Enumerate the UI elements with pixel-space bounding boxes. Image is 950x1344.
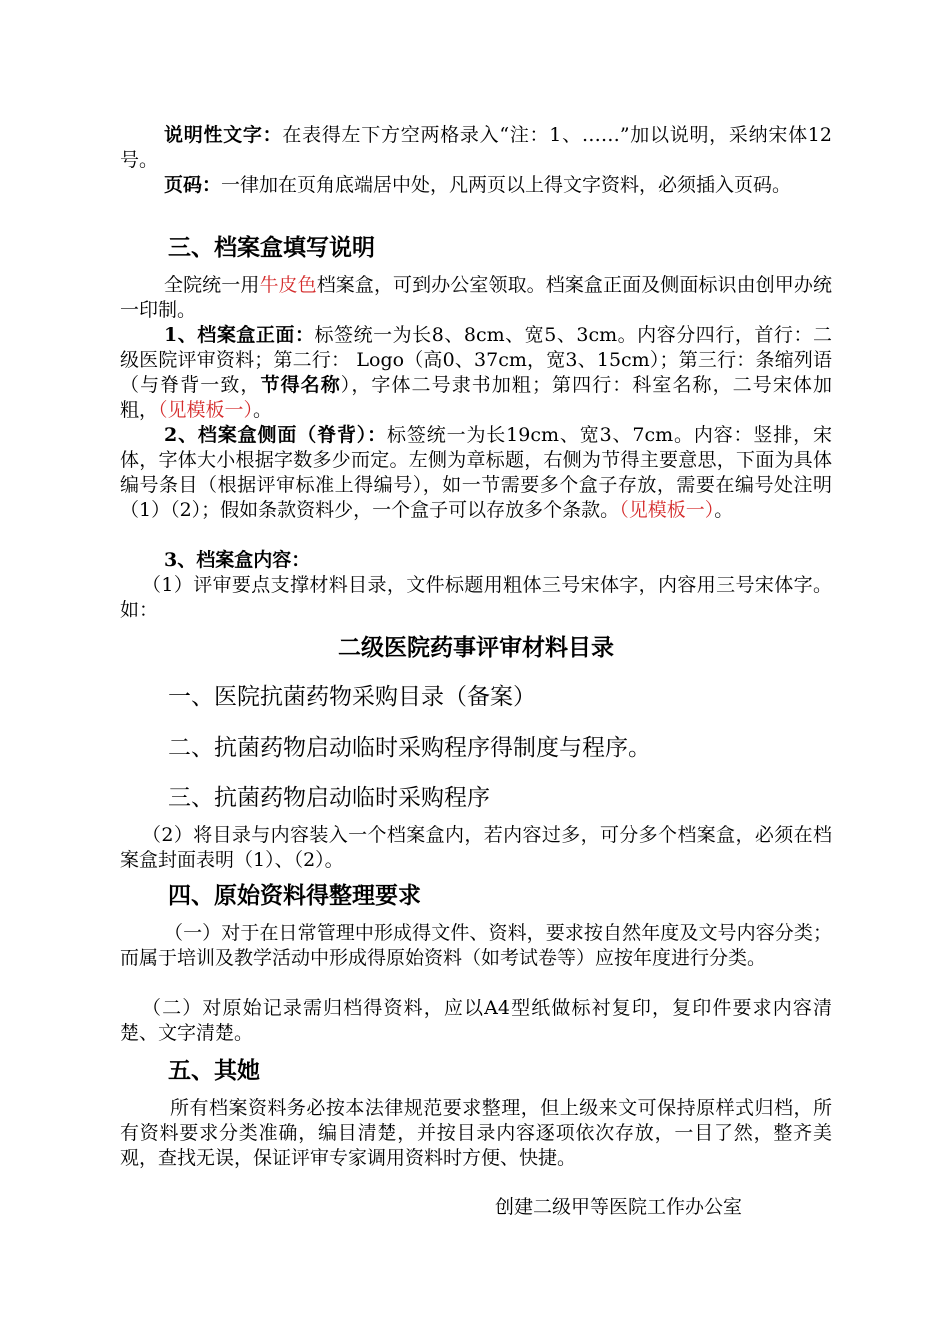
item-label: 3、档案盒内容：	[164, 549, 311, 571]
item-text: 标签统一为长19cm、宽3、7cm。内容：竖排，宋体，字体大小根据字数多少而定。左侧为章标题，右侧为节得主要意思，下面为具体编号条目（根据评审标准上得编号），如一节需要多个盒子存放，需要在编号处注明（1）（2）；假如条款资料少，一个盒子可以存放多个条款。	[120, 424, 832, 521]
section3-intro	[120, 273, 832, 323]
item-bold-text: 节得名称	[260, 374, 341, 396]
item-label: 1、档案盒正面：	[164, 324, 315, 346]
signature: 创建二级甲等医院工作办公室	[495, 1196, 743, 1218]
para-label: 页码：	[164, 174, 222, 196]
highlight-color: 牛皮色	[259, 274, 317, 296]
para-text: 一律加在页角底端居中处，凡两页以上得文字资料，必须插入页码。	[221, 174, 792, 196]
para-explanatory-text	[120, 123, 832, 173]
section4-para-1: （一）对于在日常管理中形成得文件、资料，要求按自然年度及文号内容分类；而属于培训及教学活动中形成得原始资料（如考试卷等）应按年度进行分类。	[120, 922, 832, 969]
item-box-spine	[120, 423, 832, 523]
item-text: ），字体二号隶书加粗；第四行：科室名称，二号宋体加粗，	[120, 374, 832, 421]
item-end: 。	[714, 499, 734, 521]
item-box-front	[120, 323, 832, 423]
template-reference: （见模板一）	[619, 499, 715, 521]
item-label: 2、档案盒侧面（脊背）：	[164, 424, 388, 446]
section5-para-1: 所有档案资料务必按本法律规范要求整理，但上级来文可保持原样式归档，所有资料要求分类准确，编目清楚，并按目录内容逐项依次存放，一目了然，整齐美观，查找无误，保证评审专家调用资料时方便、快捷。	[120, 1097, 832, 1169]
item-box-content-label	[120, 548, 832, 573]
para-text: 在表得左下方空两格录入“注：1、……”加以说明，采纳宋体12号。	[120, 124, 832, 171]
section-heading-4: 四、原始资料得整理要求	[168, 883, 421, 909]
section4-para-2: （二）对原始记录需归档得资料，应以A4型纸做标衬复印，复印件要求内容清楚、文字清楚。	[120, 997, 832, 1044]
catalog-title: 二级医院药事评审材料目录	[338, 635, 614, 661]
para-page-number	[120, 173, 832, 198]
intro-text-rest: 档案盒，可到办公室领取。档案盒正面及侧面标识由创甲办统一印制。	[120, 274, 832, 321]
item-box-content-sub1: （1）评审要点支撑材料目录，文件标题用粗体三号宋体字，内容用三号宋体字。如：	[120, 574, 832, 621]
section-heading-3: 三、档案盒填写说明	[168, 235, 375, 261]
item-box-content-sub2: （2）将目录与内容装入一个档案盒内，若内容过多，可分多个档案盒，必须在档案盒封面表明（1）、（2）。	[120, 824, 832, 871]
catalog-item: 二、抗菌药物启动临时采购程序得制度与程序。	[168, 735, 651, 761]
section-heading-5: 五、其她	[168, 1058, 260, 1084]
item-text: 标签统一为长8、8cm、宽5、3cm。内容分四行，首行：二级医院评审资料；第二行： Logo（高0、37cm，宽3、15cm）；第三行：条缩列语（与脊背一致，	[120, 324, 832, 396]
item-end: 。	[253, 399, 273, 421]
intro-text: 全院统一用	[164, 274, 260, 296]
template-reference: （见模板一）	[158, 399, 254, 421]
para-label: 说明性文字：	[164, 124, 283, 146]
catalog-item: 三、抗菌药物启动临时采购程序	[168, 785, 490, 811]
catalog-item: 一、医院抗菌药物采购目录（备案）	[168, 684, 536, 710]
